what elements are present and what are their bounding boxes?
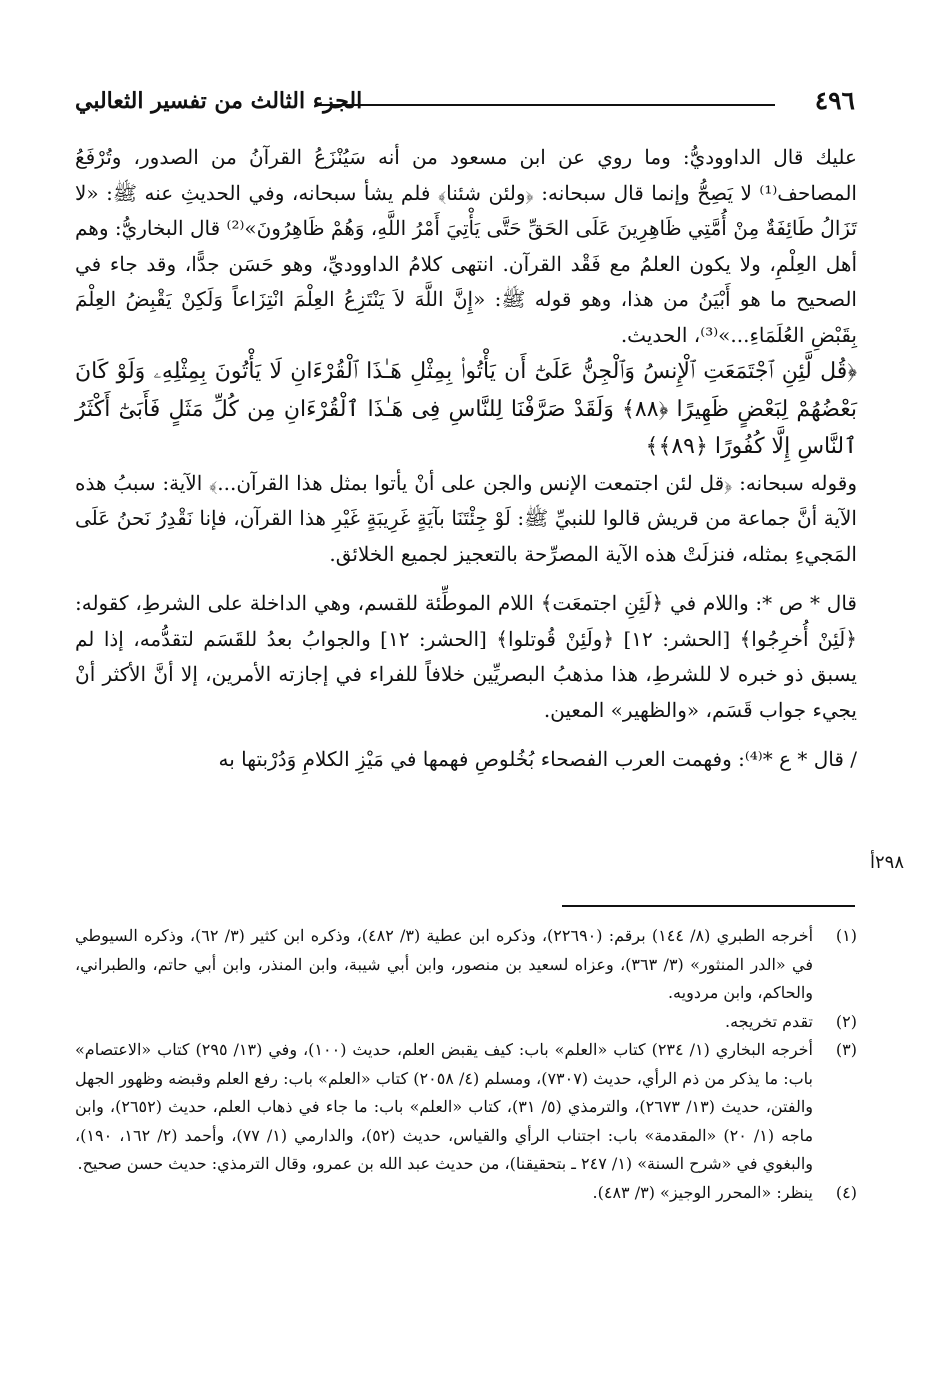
footnote-separator — [562, 905, 855, 907]
header-rule — [315, 104, 775, 106]
footnote-text: تقدم تخريجه. — [725, 1011, 813, 1031]
footnote-number: (١) — [835, 926, 857, 945]
footnote — [75, 1179, 857, 1208]
footnote-number: (٣) — [835, 1040, 857, 1059]
footnote-number: (٤) — [835, 1182, 857, 1202]
footnote-text: ينظر: «المحرر الوجيز» (٣/ ٤٨٣). — [592, 1182, 813, 1202]
footnote — [75, 1008, 857, 1037]
paragraph: وقوله سبحانه: ﴿قل لئن اجتمعت الإنس والجن على أنْ يأتوا بمثل هذا القرآن...﴾ الآية: سببُ هذه الآية أنَّ جماعة من قريش قالوا للنبيِّ ﷺ: لَوْ جِئْتَنَا بآيَةٍ غَرِيبَةٍ غَيْرِ هذا القرآن، فإنا نَقْدِرُ نَحنُ عَلَى المَجيءِ بمثله، فنزلَتْ هذه الآية المصرِّحة بالتعجيز لجميع الخلائق. — [75, 470, 857, 566]
footnote-text: أخرجه الطبري (٨/ ١٤٤) برقم: (٢٢٦٩٠)، وذكره ابن عطية (٣/ ٤٨٢)، وذكره ابن كثير (٣/ ٦٢)، وذكره السيوطي في «الدر المنثور» (٣/ ٣٦٣)، وعزاه لسعيد بن منصور، وابن أبي شيبة، وابن المنذر، وابن أبي حاتم، والطبراني، والحاكم، وابن مردويه. — [75, 926, 814, 1002]
page-header — [75, 84, 855, 124]
manuscript-folio-marker: ٢٩٨أ — [870, 852, 905, 873]
paragraph: / قال * ع *⁽⁴⁾: وفهمت العرب الفصحاء بُخُلوصِ فهمها في مَيْزِ الكلامِ وَدُرْبتها به — [218, 747, 857, 771]
footnote-number: (٢) — [835, 1011, 857, 1031]
footnote — [75, 1036, 857, 1179]
paragraph: قال * ص *: واللام في ﴿لَئِنِ اجتمعَت﴾ اللام الموطِّئة للقسم، وهي الداخلة على الشرطِ، كقوله: ﴿لَئِنْ أُخرِجُوا﴾ [الحشر: ١٢] ﴿ولَئِنْ قُوتلوا﴾ [الحشر: ١٢] والجوابُ بعدُ للقَسَم لتقدُّمه، إذا لم يسبق ذو خبره لا للشرطِ، هذا مذهبُ البصريِّين خلافاً للفراء في إجازته الأمرين، إلا أنَّ الأكثر أنْ يجيء جواب قَسَم، «والظهير» المعين. — [75, 591, 857, 722]
footnote — [75, 922, 857, 1008]
running-title: الجزء الثالث من تفسير الثعالبي — [75, 88, 363, 114]
footnote-text: أخرجه البخاري (١/ ٢٣٤) كتاب «العلم» باب: كيف يقبض العلم، حديث (١٠٠)، وفي (١٣/ ٢٩٥) كتاب «الاعتصام» باب: ما يذكر من ذم الرأي، حديث (٧٣٠٧)، ومسلم (٤/ ٢٠٥٨) كتاب «العلم» باب: رفع العلم وقبضه وظهور الجهل والفتن، حديث (١٣/ ٢٦٧٣)، والترمذي (٥/ ٣١)، كتاب «العلم» باب: ما جاء في ذهاب العلم، حديث (٢٦٥٢)، وابن ماجه (١/ ٢٠) «المقدمة» باب: اجتناب الرأي والقياس، حديث (٥٢)، والدارمي (١/ ٧٧)، وأحمد (٢/ ١٦٢، ١٩٠)، والبغوي في «شرح السنة» (١/ ٢٤٧ ـ بتحقيقنا)، من حديث عبد الله بن عمرو، وقال الترمذي: حديث حسن صحيح. — [75, 1040, 814, 1173]
footnotes — [75, 922, 857, 1207]
paragraph: عليك قال الداووديُّ: وما روي عن ابن مسعود من أنه سَيُنْزَعُ القرآنُ من الصدور، وتُرْفَعُ المصاحف⁽¹⁾ لا يَصِحُّ وإنما قال سبحانه: ﴿ولئن شئنا﴾ فلم يشأ سبحانه، وفي الحديثِ عنه ﷺ: «لا تَزَالُ طَائِفَةٌ مِنْ أُمَّتِي ظَاهِرِينَ عَلَى الحَقِّ حَتَّى يَأْتِيَ أَمْرُ اللَّهِ، وَهُمْ ظَاهِرُونَ»⁽²⁾ قال البخاريُّ: وهم أهل العِلْمِ، ولا يكون العلمُ مع فَقْد القرآن. انتهى كلامُ الداووديِّ، وهو حَسَن جدًّا، وقد جاء في الصحيح ما هو أَبْيَنُ من هذا، وهو قوله ﷺ: «إِنَّ اللَّهَ لاَ يَنْتَزِعُ العِلْمَ انْتِزَاعاً وَلَكِنْ يَقْبِضُ العِلْمَ بِقَبْضِ العُلَمَاءِ...»⁽³⁾، الحديث. — [75, 145, 857, 347]
page-number: ٤٩٦ — [814, 86, 855, 115]
quran-verse: ﴿قُل لَّئِنِ ٱجْتَمَعَتِ ٱلْإِنسُ وَٱلْجِنُّ عَلَىٰٓ أَن يَأْتُوا۟ بِمِثْلِ هَـٰذَا ٱلْقُرْءَانِ لَا يَأْتُونَ بِمِثْلِهِۦ وَلَوْ كَانَ بَعْضُهُمْ لِبَعْضٍ ظَهِيرًا ﴿٨٨﴾ وَلَقَدْ صَرَّفْنَا لِلنَّاسِ فِى هَـٰذَا ٱلْقُرْءَانِ مِن كُلِّ مَثَلٍ فَأَبَىٰٓ أَكْثَرُ ٱلنَّاسِ إِلَّا كُفُورًا ﴿٨٩﴾﴾ — [75, 359, 857, 459]
main-text — [75, 140, 857, 778]
